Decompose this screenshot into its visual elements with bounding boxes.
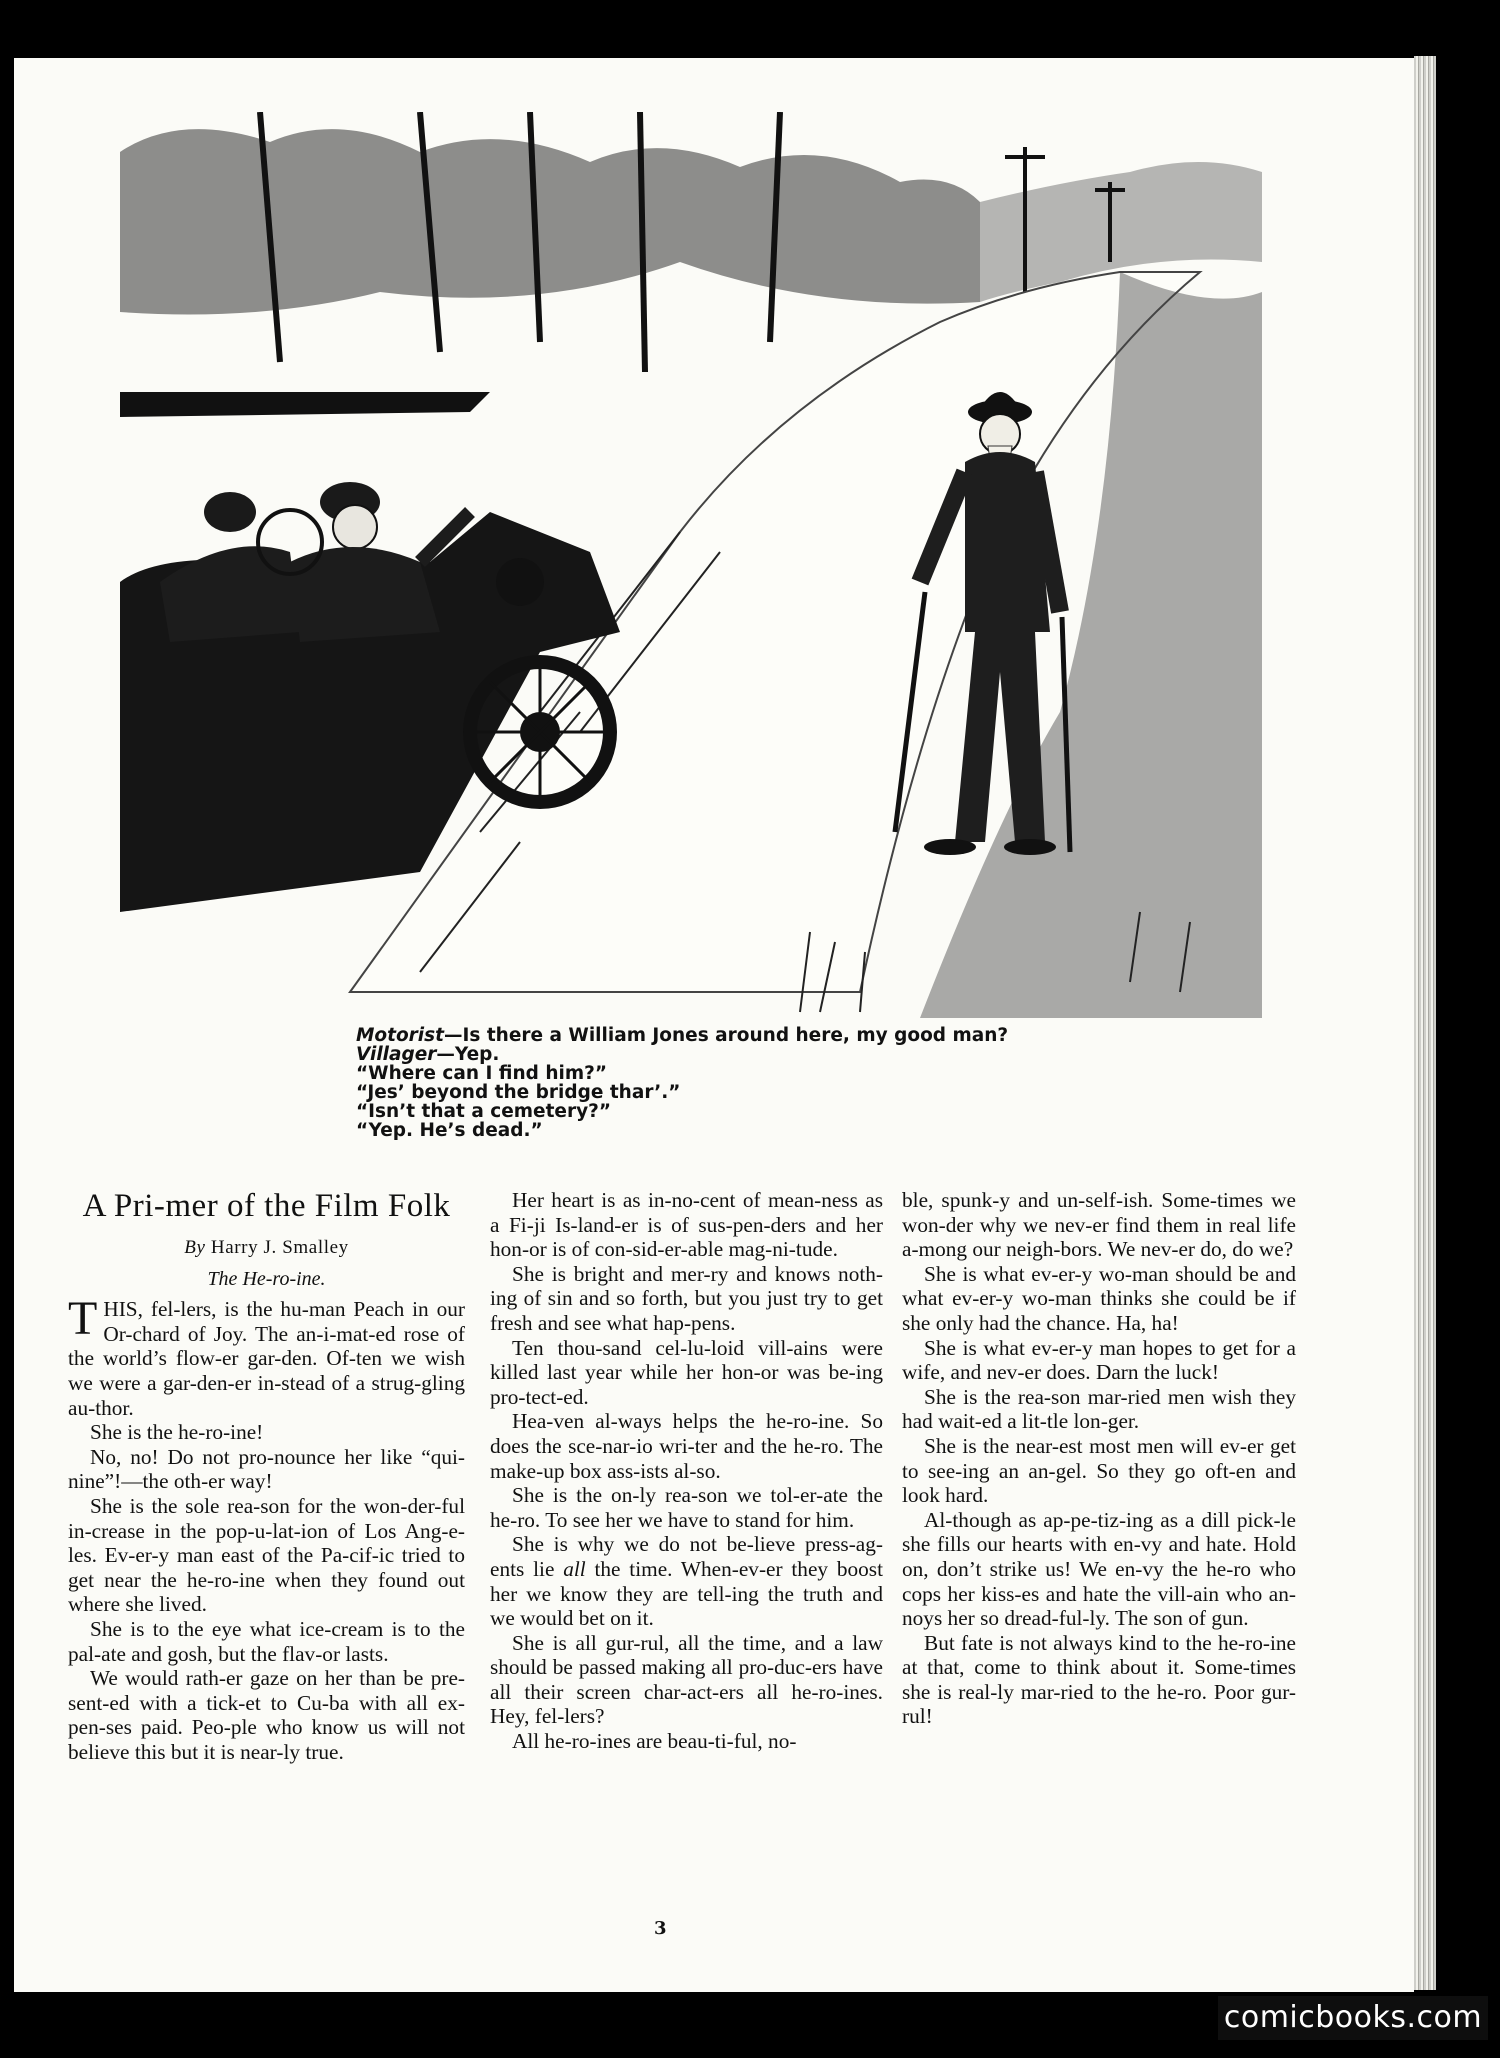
- emphasis: all: [563, 1556, 586, 1581]
- article-title: A Pri-mer of the Film Folk: [82, 1188, 451, 1224]
- paragraph: All he-ro-ines are beau-ti-ful, no-: [512, 1729, 797, 1754]
- paragraph: [68, 1292, 465, 1420]
- paragraph: She is what ev-er-y wo-man should be and what ev-er-y wo-man thinks she could be if she only had the chance. Ha, ha!: [902, 1261, 1296, 1335]
- article-column-3: [902, 1188, 1296, 1729]
- caption-speaker: Villager: [356, 1044, 437, 1065]
- paragraph: She is the sole rea-son for the won-der-ful in-crease in the pop-u-lat-ion of Los Ang-e-les. Ev-er-y man east of the Pa-cif-ic tried to get near the he-ro-ine when they found out where she lived.: [68, 1493, 465, 1617]
- paragraph: Hea-ven al-ways helps the he-ro-ine. So does the sce-nar-io wri-ter and the he-ro. The make-up box ass-ists al-so.: [490, 1409, 883, 1483]
- caption-speaker: Motorist: [356, 1025, 444, 1046]
- article-subtitle: The He-ro-ine.: [207, 1267, 326, 1290]
- caption-text: “Where can I find him?”: [356, 1063, 608, 1084]
- paragraph-text: She is why we do not be-lieve press-ag-ents lie: [490, 1532, 883, 1581]
- paragraph: We would rath-er gaze on her than be pre-sent-ed with a tick-et to Cu-ba with all ex-pen-ses paid. Peo-ple who know us will not believe this but it is near-ly true.: [68, 1666, 465, 1764]
- caption-text: —Is there a William Jones around here, my good man?: [444, 1025, 1009, 1046]
- page-number: 3: [654, 1918, 667, 1939]
- page-edge: [1414, 56, 1436, 1990]
- article-column-2: [490, 1188, 883, 1754]
- caption-text: “Isn’t that a cemetery?”: [356, 1101, 612, 1122]
- paragraph: She is to the eye what ice-cream is to the pal-ate and gosh, but the flav-or lasts.: [68, 1616, 465, 1666]
- paragraph: She is the near-est most men will ev-er get to see-ing an an-gel. So they go oft-en and look hard.: [902, 1433, 1296, 1508]
- caption-text: “Jes’ beyond the bridge thar’.”: [356, 1082, 681, 1103]
- paragraph: She is all gur-rul, all the time, and a law should be passed making all pro-duc-ers have all their screen char-act-ers all he-ro-ines. Hey, fel-lers?: [490, 1630, 883, 1729]
- cartoon-caption: [356, 1026, 1116, 1140]
- paragraph-text: HIS, fel-lers, is the hu-man Peach in our Or-chard of Joy. The an-i-mat-ed rose of the world’s flow-er gar-den. Of-ten we wish we were a gar-den-er in-stead of a strug-gling au-thor.: [68, 1297, 465, 1420]
- paragraph: No, no! Do not pro-nounce her like “qui-nine”!—the oth-er way!: [68, 1444, 465, 1494]
- cartoon-illustration: [120, 112, 1262, 1018]
- byline-by: By: [184, 1237, 206, 1258]
- drop-cap: T: [68, 1292, 98, 1346]
- byline-author: Harry J. Smalley: [210, 1237, 349, 1258]
- paragraph: [490, 1532, 883, 1630]
- paragraph: She is the rea-son mar-ried men wish they had wait-ed a lit-tle lon-ger.: [902, 1384, 1296, 1434]
- paragraph-text: the time. When-ev-er they boost her we know they are tell-ing the truth and we would bet on it.: [490, 1556, 883, 1631]
- paragraph: She is the he-ro-ine!: [90, 1420, 264, 1445]
- paragraph: She is the on-ly rea-son we tol-er-ate the he-ro. To see her we have to stand for him.: [490, 1483, 883, 1532]
- paragraph: But fate is not always kind to the he-ro-ine at that, come to think about it. Some-times she is real-ly mar-ried to the he-ro. Poor gur-rul!: [902, 1630, 1296, 1729]
- article-column-1: [68, 1188, 465, 1764]
- caption-text: —Yep.: [436, 1044, 500, 1065]
- watermark: comicbooks.com: [1218, 1996, 1488, 2040]
- paragraph: She is bright and mer-ry and knows noth-ing of sin and so forth, but you just try to get fresh and see what hap-pens.: [490, 1261, 883, 1335]
- byline: [68, 1236, 465, 1261]
- caption-text: “Yep. He’s dead.”: [356, 1120, 543, 1141]
- paragraph: Her heart is as in-no-cent of mean-ness as a Fi-ji Is-land-er is of sus-pen-ders and her hon-or is of con-sid-er-able mag-ni-tude.: [490, 1188, 883, 1262]
- paragraph: ble, spunk-y and un-self-ish. Some-times we won-der why we nev-er find them in real life a-mong our neigh-bors. We nev-er do, do we?: [902, 1188, 1296, 1262]
- paragraph: Ten thou-sand cel-lu-loid vill-ains were killed last year while her hon-or was be-ing pro-tect-ed.: [490, 1335, 883, 1409]
- paragraph: Al-though as ap-pe-tiz-ing as a dill pick-le she fills our hearts with en-vy and hate. Hold on, don’t strike us! We en-vy the he-ro who cops her kiss-es and hate the vill-ain who an-noys her so dread-ful-ly. The son of gun.: [902, 1507, 1296, 1631]
- paragraph: She is what ev-er-y man hopes to get for a wife, and nev-er does. Darn the luck!: [902, 1335, 1296, 1385]
